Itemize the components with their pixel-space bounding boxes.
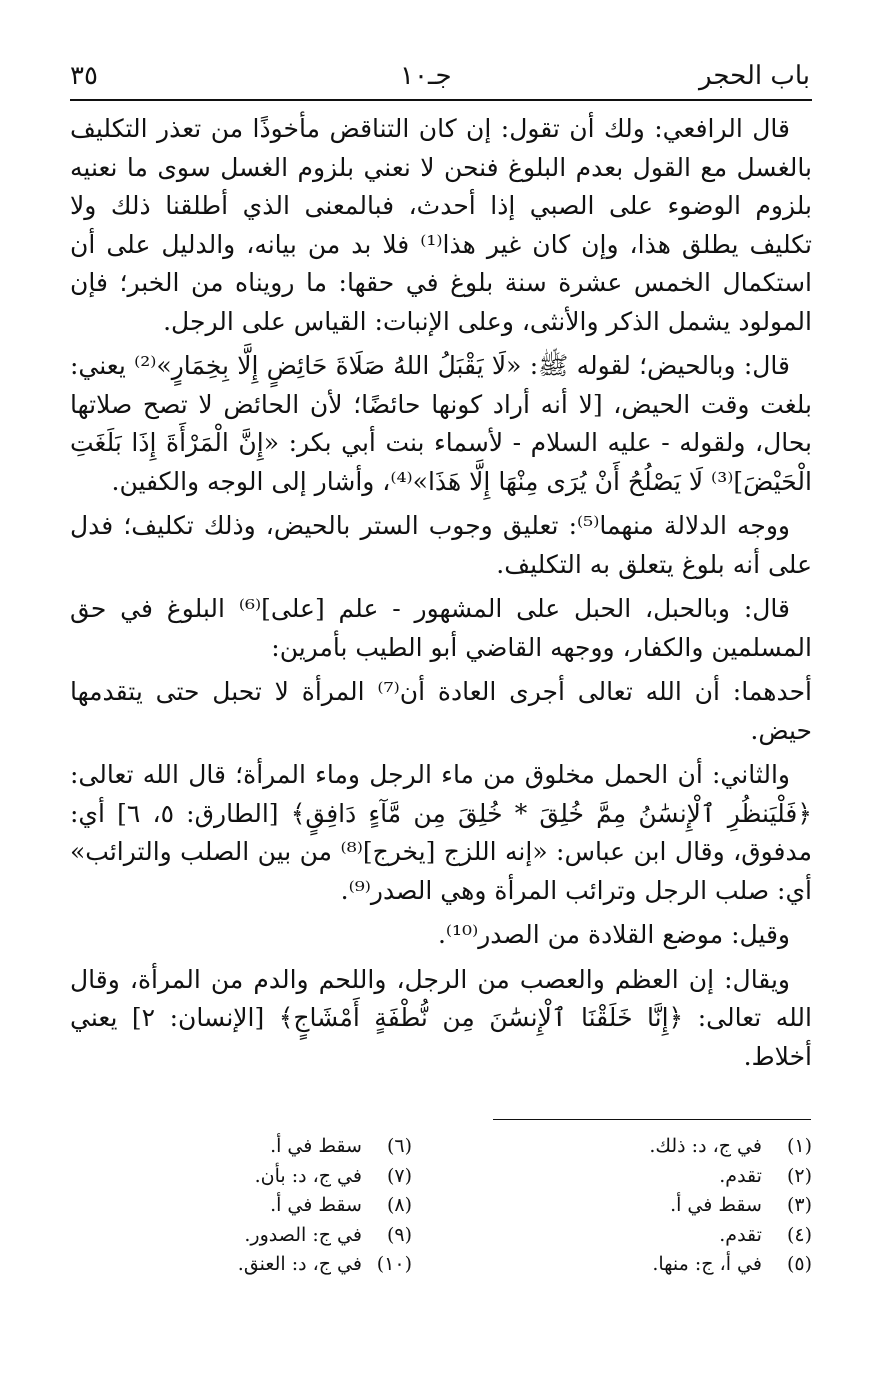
footnote	[52, 1162, 412, 1192]
footnote	[452, 1221, 812, 1251]
paragraph: قال: وبالحبل، الحبل على المشهور - علم [على]⁽⁶⁾ البلوغ في حق المسلمين والكفار، ووجهه القاضي أبو الطيب بأمرين:	[70, 594, 812, 662]
footnote-number: (٤)	[786, 1223, 812, 1246]
footnote-divider	[493, 1119, 811, 1120]
footnote-text: تقدم.	[719, 1223, 762, 1246]
footnote-number: (٢)	[786, 1164, 812, 1187]
running-header	[70, 58, 810, 98]
footnote-column-right	[452, 1132, 812, 1280]
paragraph: أحدهما: أن الله تعالى أجرى العادة أن⁽⁷⁾ المرأة لا تحبل حتى يتقدمها حيض.	[70, 677, 812, 745]
paragraph: والثاني: أن الحمل مخلوق من ماء الرجل وماء المرأة؛ قال الله تعالى: ﴿فَلْيَنظُرِ ٱلْإِنسَٰنُ مِمَّ خُلِقَ * خُلِقَ مِن مَّآءٍ دَافِقٍ﴾ [الطارق: ٥، ٦] أي: مدفوق، وقال ابن عباس: «إنه اللزج [يخرج]⁽⁸⁾ من بين الصلب والترائب» أي: صلب الرجل وترائب المرأة وهي الصدر⁽⁹⁾.	[70, 760, 812, 905]
footnote-number: (٥)	[786, 1253, 812, 1275]
footnote-text: سقط في أ.	[270, 1135, 362, 1157]
paragraph: ويقال: إن العظم والعصب من الرجل، واللحم والدم من المرأة، وقال الله تعالى: ﴿إِنَّا خَلَقْنَا ٱلْإِنسَٰنَ مِن نُّطْفَةٍ أَمْشَاجٍ﴾ [الإنسان: ٢] يعني أخلاط.	[70, 964, 812, 1071]
footnote	[52, 1191, 412, 1221]
footnote-text: سقط في أ.	[270, 1194, 362, 1216]
footnote-text: في أ، ج: منها.	[652, 1253, 762, 1275]
footnote-text: في ج، د: ذلك.	[649, 1135, 762, 1157]
footnote-number: (١٠)	[376, 1253, 412, 1275]
footnote	[52, 1132, 412, 1162]
footnote	[452, 1191, 812, 1221]
footnote	[452, 1250, 812, 1280]
footnote-number: (٧)	[386, 1164, 412, 1187]
footnotes	[60, 1132, 812, 1292]
header-divider	[70, 99, 812, 101]
footnote-number: (٨)	[386, 1194, 412, 1216]
footnote	[452, 1162, 812, 1192]
page-number: ٣٥	[70, 61, 98, 91]
paragraph: قال: وبالحيض؛ لقوله ﷺ: «لَا يَقْبَلُ اللهُ صَلَاةَ حَائِضٍ إِلَّا بِخِمَارٍ»⁽²⁾ يعني: بلغت وقت الحيض، [لا أنه أراد كونها حائضًا؛ لأن الحائض لا تصح صلاتها بحال، ولقوله - عليه السلام - لأسماء بنت أبي بكر: «إِنَّ الْمَرْأَةَ إِذَا بَلَغَتِ الْحَيْضَ]⁽³⁾ لَا يَصْلُحُ أَنْ يُرَى مِنْهَا إِلَّا هَذَا»⁽⁴⁾، وأشار إلى الوجه والكفين.	[70, 351, 812, 496]
chapter-title: باب الحجر	[699, 61, 810, 91]
footnote-text: في ج: الصدور.	[244, 1223, 362, 1246]
footnote-text: سقط في أ.	[670, 1194, 762, 1216]
footnote-number: (٩)	[386, 1223, 412, 1246]
footnote-number: (٣)	[786, 1194, 812, 1216]
paragraph: قال الرافعي: ولك أن تقول: إن كان التناقض مأخوذًا من تعذر التكليف بالغسل مع القول بعدم البلوغ فنحن لا نعني بلزوم الغسل سوى ما نعنيه بلزوم الوضوء على الصبي إذا أحدث، فبالمعنى الذي أطلقنا ذلك ولا تكليف يطلق هذا، وإن كان غير هذا⁽¹⁾ فلا بد من بيانه، والدليل على أن استكمال الخمس عشرة سنة بلوغ في حقها: ما رويناه من الخبر؛ فإن المولود يشمل الذكر والأنثى، وعلى الإنبات: القياس على الرجل.	[70, 114, 812, 336]
footnote-column-left	[52, 1132, 412, 1280]
footnote	[52, 1250, 412, 1280]
footnote	[452, 1132, 812, 1162]
footnote-text: في ج، د: العنق.	[237, 1253, 362, 1275]
volume-label: جـ١٠	[400, 61, 452, 91]
footnote-number: (٦)	[386, 1135, 412, 1157]
footnote	[52, 1221, 412, 1251]
footnote-number: (١)	[786, 1135, 812, 1157]
main-text	[70, 110, 812, 1082]
footnote-text: تقدم.	[719, 1164, 762, 1187]
paragraph: ووجه الدلالة منهما⁽⁵⁾: تعليق وجوب الستر بالحيض، وذلك تكليف؛ فدل على أنه بلوغ يتعلق به التكليف.	[70, 511, 812, 579]
paragraph: وقيل: موضع القلادة من الصدر⁽¹⁰⁾.	[437, 920, 790, 949]
footnote-text: في ج، د: بأن.	[254, 1164, 362, 1187]
